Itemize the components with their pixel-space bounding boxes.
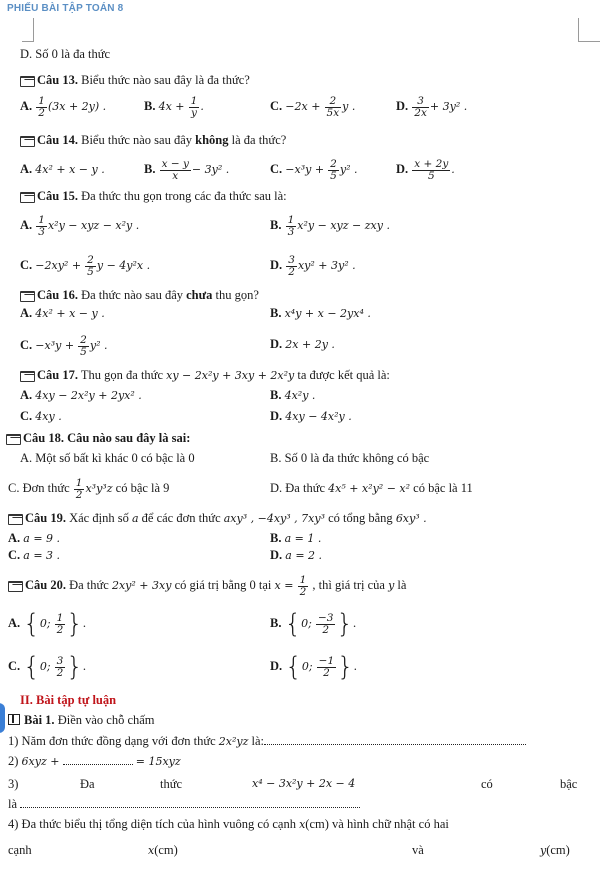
bai1-line3-bac: bậc	[560, 777, 578, 791]
q13-option-d: D. $\frac{3}{2x}$ + 3y² .	[396, 94, 468, 119]
q16-question: Câu 16. Đa thức nào sau đây chưa thu gọn?	[20, 287, 259, 303]
folder-icon	[8, 513, 22, 523]
bai1-line3-cont: là	[8, 796, 360, 812]
bai1-line5-y: y(cm)	[540, 843, 570, 857]
q15-option-c: C. −2xy² + $\frac{2}{5}$ y − 4y²x .	[20, 253, 151, 278]
q18-option-a: A. Một số bất kì khác 0 có bậc là 0	[20, 451, 195, 465]
q15-option-d: D. $\frac{3}{2}$ xy² + 3y² .	[270, 253, 356, 278]
q13-option-a: A. $\frac{1}{2}$ (3x + 2y) .	[20, 94, 107, 119]
q15-option-b: B. $\frac{1}{3}$ x²y − xyz − zxy .	[270, 213, 390, 238]
folder-icon	[20, 135, 34, 145]
q16-option-a: A. 4x² + x − y .	[20, 306, 105, 320]
crop-mark-left	[22, 18, 34, 42]
fill-blank[interactable]	[63, 755, 133, 765]
section-marker	[0, 703, 5, 733]
q19-option-b: B. a = 1 .	[270, 531, 322, 545]
q18-question: Câu 18. Câu nào sau đây là sai:	[6, 430, 190, 446]
bai1-line4: 4) Đa thức biểu thị tổng diện tích của hình vuông có cạnh x(cm) và hình chữ nhật có hai	[8, 817, 449, 831]
part2-title: II. Bài tập tự luận	[20, 693, 117, 707]
q13-label: Câu 13.	[37, 73, 78, 87]
q16-option-d: D. 2x + 2y .	[270, 337, 335, 351]
q13-text: Biểu thức nào sau đây là đa thức?	[81, 73, 250, 87]
bai1-line3-label: 3)	[8, 777, 19, 791]
q16-option-c: C. −x³y + $\frac{2}{5}$ y² .	[20, 333, 108, 358]
fill-blank[interactable]	[20, 798, 360, 808]
q18-option-d: D. Đa thức 4x⁵ + x²y² − x² có bậc là 11	[270, 481, 473, 495]
q17-option-c: C. 4xy .	[20, 409, 62, 423]
q13-option-c: C. −2x + $\frac{2}{5x}$ y .	[270, 94, 356, 119]
bai1-line1: 1) Năm đơn thức đồng dạng với đơn thức 2x²yz là:	[8, 733, 526, 750]
q14-option-b: B. $\frac{x - y}{x}$ − 3y² .	[144, 157, 230, 182]
folder-icon	[20, 191, 34, 201]
bai1-line2: 2) 6xyz + = 15xyz	[8, 754, 181, 768]
q15-question: Câu 15. Đa thức thu gọn trong các đa thức sau là:	[20, 188, 287, 204]
folder-icon	[8, 580, 22, 590]
crop-mark-right	[578, 18, 600, 42]
q19-option-d: D. a = 2 .	[270, 548, 323, 562]
q20-option-a: A. {0; $\frac{1}{2}$ }.	[8, 609, 87, 640]
q13-question	[20, 72, 250, 88]
bai1-line3-expr: x⁴ − 3x²y + 2x − 4	[252, 777, 356, 790]
folder-icon	[20, 370, 34, 380]
q18-option-b: B. Số 0 là đa thức không có bậc	[270, 451, 430, 465]
q20-option-b: B. {0; $\frac{-3}{2}$ }.	[270, 609, 357, 640]
bai1-line5-x: x(cm)	[148, 843, 178, 857]
bai1-line3-da: Đa	[80, 777, 95, 791]
folder-icon	[20, 75, 34, 85]
q19-option-c: C. a = 3 .	[8, 548, 61, 562]
bai1-line3-co: có	[481, 777, 493, 791]
q14-option-d: D. $\frac{x + 2y}{5}$ .	[396, 157, 455, 182]
q20-option-d: D. {0; $\frac{-1}{2}$ }.	[270, 652, 357, 683]
q20-question: Câu 20. Đa thức 2xy² + 3xy có giá trị bằng 0 tại x = $\frac{1}{2}$ , thì giá trị của y là	[8, 572, 406, 599]
q14-option-a: A. 4x² + x − y .	[20, 162, 105, 176]
bai1-title: Bài 1. Điền vào chỗ chấm	[8, 712, 155, 728]
q15-option-a: A. $\frac{1}{3}$ x²y − xyz − x²y .	[20, 213, 140, 238]
q13-option-b: B. 4x + $\frac{1}{y}$ .	[144, 94, 204, 119]
q17-question: Câu 17. Thu gọn đa thức xy − 2x²y + 3xy + 2x²y ta được kết quả là:	[20, 367, 390, 384]
table-icon	[8, 714, 20, 725]
q14-option-c: C. −x³y + $\frac{2}{5}$ y² .	[270, 157, 358, 182]
q17-option-a: A. 4xy − 2x²y + 2yx² .	[20, 388, 142, 402]
fill-blank[interactable]	[264, 735, 526, 745]
page-header: PHIẾU BÀI TẬP TOÁN 8	[7, 3, 124, 14]
folder-icon	[20, 290, 34, 300]
q17-option-b: B. 4x²y .	[270, 388, 316, 402]
q17-option-d: D. 4xy − 4x²y .	[270, 409, 352, 423]
q19-question: Câu 19. Xác định số a để các đơn thức axy³ , −4xy³ , 7xy³ có tổng bằng 6xy³ .	[8, 510, 427, 527]
q14-question: Câu 14. Biểu thức nào sau đây không là đa thức?	[20, 132, 286, 148]
q19-option-a: A. a = 9 .	[8, 531, 61, 545]
bai1-line5-canh: cạnh	[8, 843, 32, 857]
q20-option-c: C. {0; $\frac{3}{2}$ }.	[8, 652, 87, 683]
q16-option-b: B. x⁴y + x − 2yx⁴ .	[270, 306, 371, 320]
q18-option-c: C. Đơn thức $\frac{1}{2}$ x³y³z có bậc là 9	[8, 476, 170, 501]
q12-option-d: D. Số 0 là đa thức	[20, 47, 111, 61]
bai1-line5-va: và	[412, 843, 424, 857]
bai1-line3-thuc: thức	[160, 777, 183, 791]
folder-icon	[6, 433, 20, 443]
